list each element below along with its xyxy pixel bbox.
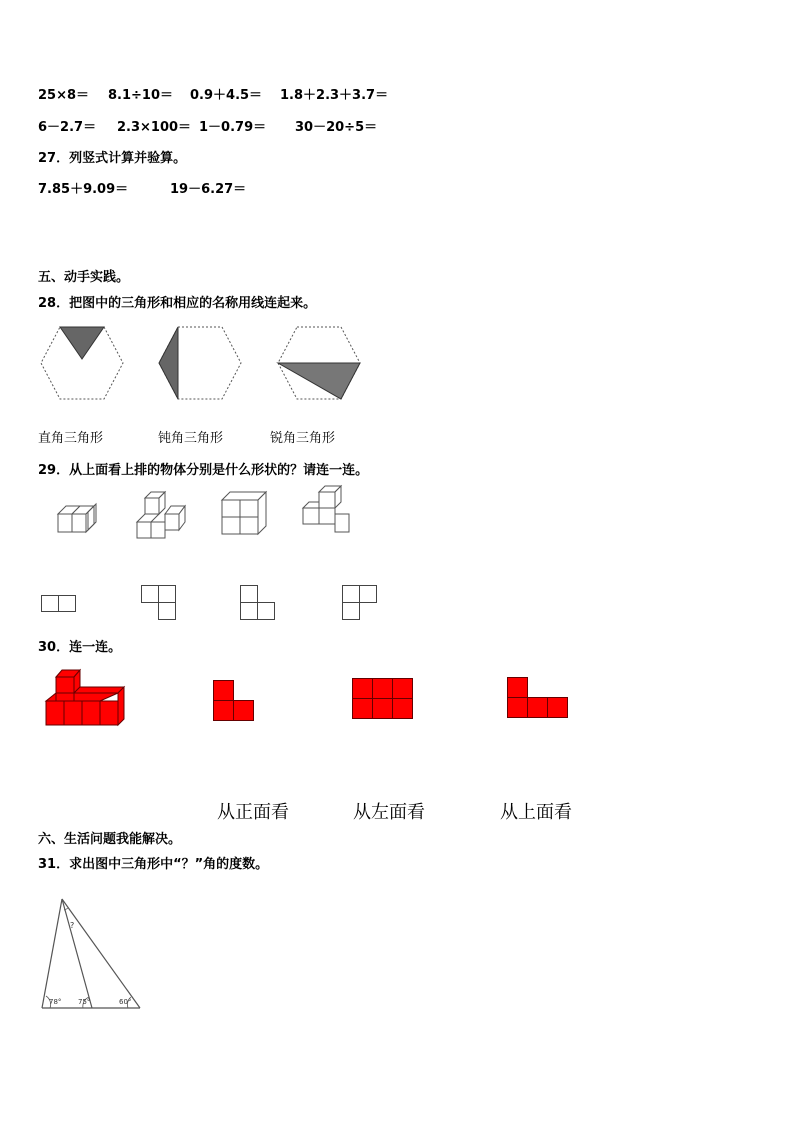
label-acute-triangle: 锐角三角形 <box>270 431 336 446</box>
cube-figure-2 <box>137 488 189 540</box>
hexagon-obtuse-triangle <box>157 325 243 401</box>
q29-title: 29．从上面看上排的物体分别是什么形状的？请连一连。 <box>38 463 369 478</box>
red-block-3d <box>46 667 126 727</box>
calc-6: 2.3×100＝ <box>117 120 192 135</box>
calc-7: 1－0.79＝ <box>199 120 267 135</box>
triangle-diagram <box>40 896 144 1012</box>
label-right-triangle: 直角三角形 <box>38 431 104 446</box>
q31-title: 31．求出图中三角形中“？”角的度数。 <box>38 857 269 872</box>
section6-heading: 六、生活问题我能解决。 <box>38 832 182 847</box>
section5-heading: 五、动手实践。 <box>38 270 130 285</box>
cube-figure-4 <box>301 484 353 536</box>
angle-label-78: 78° <box>49 998 62 1006</box>
calc-3: 0.9＋4.5＝ <box>190 88 263 103</box>
cube-figure-3 <box>222 492 268 536</box>
red-view-L-wide <box>507 677 569 719</box>
red-view-L-small <box>213 680 255 722</box>
label-obtuse-triangle: 钝角三角形 <box>158 431 224 446</box>
hexagon-acute-triangle <box>276 325 362 401</box>
calc-2: 8.1÷10＝ <box>108 88 174 103</box>
label-left-view: 从左面看 <box>353 802 425 823</box>
label-top-view: 从上面看 <box>500 802 572 823</box>
angle-label-75: 75° <box>78 998 91 1006</box>
angle-label-60: 60° <box>119 998 132 1006</box>
calc-4: 1.8＋2.3＋3.7＝ <box>280 88 389 103</box>
q27-item-2: 19－6.27＝ <box>170 182 247 197</box>
top-view-1 <box>41 595 76 613</box>
q27-item-1: 7.85＋9.09＝ <box>38 182 129 197</box>
label-front-view: 从正面看 <box>217 802 289 823</box>
calc-5: 6－2.7＝ <box>38 120 97 135</box>
calc-8: 30－20÷5＝ <box>295 120 378 135</box>
q27-title: 27．列竖式计算并验算。 <box>38 151 187 166</box>
top-view-3 <box>240 585 276 621</box>
red-view-grid <box>352 678 414 720</box>
top-view-2 <box>141 585 177 621</box>
q28-title: 28．把图中的三角形和相应的名称用线连起来。 <box>38 296 317 311</box>
cube-figure-1 <box>58 500 108 536</box>
hexagon-right-triangle <box>39 325 125 401</box>
calc-1: 25×8＝ <box>38 88 90 103</box>
angle-label-unknown: ? <box>70 921 75 930</box>
top-view-4 <box>342 585 378 621</box>
q30-title: 30．连一连。 <box>38 640 122 655</box>
